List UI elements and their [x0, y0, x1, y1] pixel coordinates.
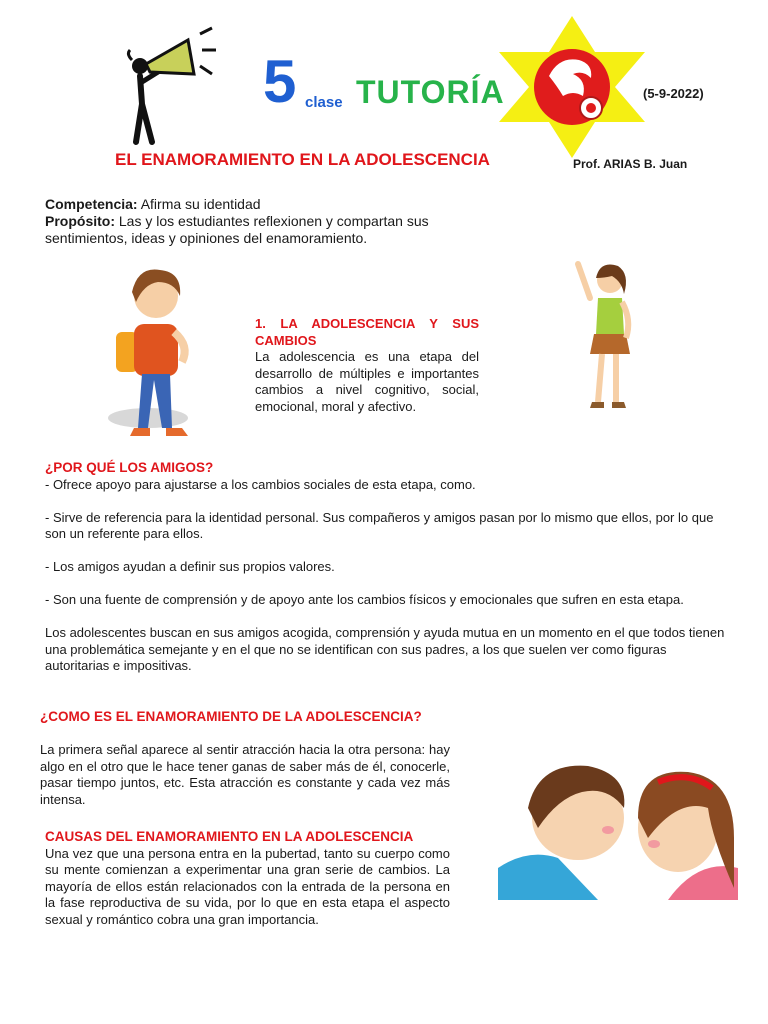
section-como-heading: ¿COMO ES EL ENAMORAMIENTO DE LA ADOLESCENCIA? [40, 709, 422, 724]
girl-illustration [572, 258, 642, 413]
boy-illustration [108, 262, 208, 444]
couple-illustration [498, 758, 738, 900]
megaphone-figure-icon [118, 24, 218, 146]
main-title: EL ENAMORAMIENTO EN LA ADOLESCENCIA [115, 150, 490, 169]
section-adolescencia-heading: 1. LA ADOLESCENCIA Y SUS CAMBIOS [255, 316, 479, 348]
tutoria-title: TUTORÍA [356, 74, 505, 110]
competencia-label: Competencia: [45, 196, 138, 212]
competencia-text: Afirma su identidad [137, 196, 261, 212]
section-amigos-heading: ¿POR QUÉ LOS AMIGOS? [45, 460, 214, 475]
section-causas [45, 829, 450, 928]
star-emblem-icon [497, 16, 647, 158]
section-adolescencia [255, 316, 479, 415]
date-label: (5-9-2022) [643, 86, 704, 101]
amigos-point-4: - Son una fuente de comprensión y de apoyo ante los cambios físicos y emocionales que sufren en esta etapa. [45, 592, 684, 607]
amigos-point-3: - Los amigos ayudan a definir sus propios valores. [45, 559, 335, 574]
section-amigos [45, 460, 725, 691]
intro-block [45, 196, 465, 247]
teacher-name: Prof. ARIAS B. Juan [573, 157, 688, 171]
amigos-point-1: - Ofrece apoyo para ajustarse a los cambios sociales de esta etapa, como. [45, 476, 476, 492]
section-adolescencia-text: La adolescencia es una etapa del desarrollo de múltiples e importantes cambios a nivel cognitivo, social, emocional, moral y afectivo. [255, 349, 479, 414]
class-number: 5 [263, 48, 297, 115]
amigos-point-2: - Sirve de referencia para la identidad personal. Sus compañeros y amigos pasan por lo mismo que ellos, por lo que son un referente para ellos. [45, 509, 714, 541]
class-label: clase [305, 94, 343, 111]
section-como-text: La primera señal aparece al sentir atracción hacia la otra persona: hay algo en el otro que le hace tener ganas de saber más de él, conocerle, pasar tiempo juntos, etc. Esta atracción es constante y cada vez más intensa. [40, 742, 450, 807]
proposito-text: Las y los estudiantes reflexionen y compartan sus sentimientos, ideas y opiniones del enamoramiento. [45, 213, 429, 246]
amigos-paragraph: Los adolescentes buscan en sus amigos acogida, comprensión y ayuda mutua en un momento en el que todos tienen una problemática semejante y en el que no se identifican con sus padres, a los que suelen ver como figuras autoritarias e impositivas. [45, 625, 725, 673]
section-causas-heading: CAUSAS DEL ENAMORAMIENTO EN LA ADOLESCENCIA [45, 829, 414, 844]
proposito-label: Propósito: [45, 213, 115, 229]
section-causas-text: Una vez que una persona entra en la pubertad, tanto su cuerpo como su mente comienzan a experimentar una gran serie de cambios. La mayoría de ellos están relacionados con la entrada de la persona en la fase reproductiva de su vida, por lo que en esta etapa el aspecto sexual y romántico cobra una gran importancia. [45, 845, 450, 927]
